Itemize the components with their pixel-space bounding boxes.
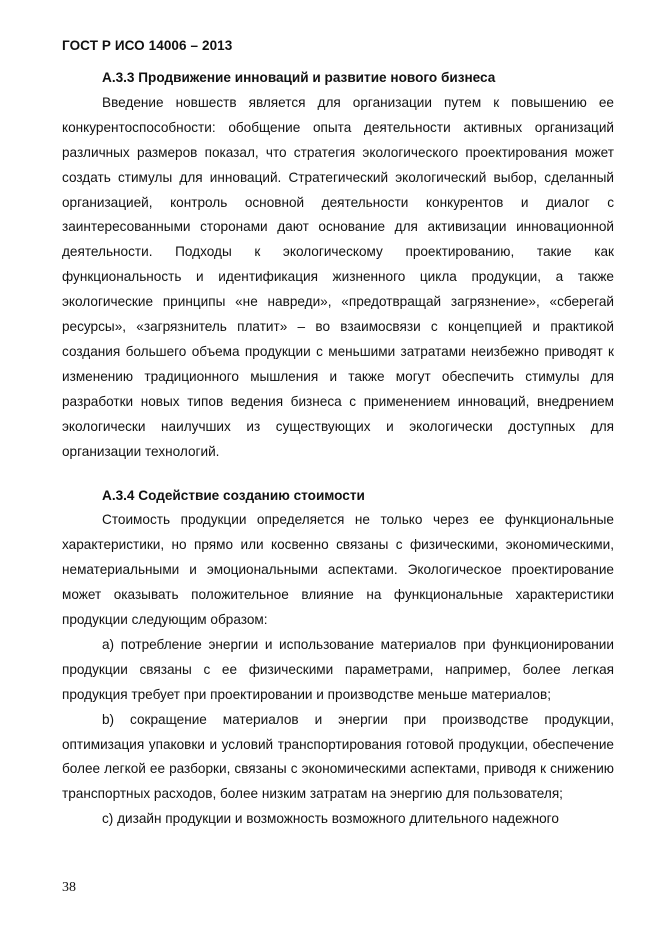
section-heading: А.3.4 Содействие созданию стоимости — [102, 487, 365, 503]
section-heading: А.3.3 Продвижение инноваций и развитие нового бизнеса — [102, 70, 496, 85]
page-number: 38 — [62, 880, 76, 895]
list-item: а) потребление энергии и использование материалов при функционировании продукции связаны с ее физическими параметрами, например, более легкая продукция требует при проектировании и производстве меньше материалов; — [62, 636, 614, 702]
list-item: с) дизайн продукции и возможность возможного длительного надежного — [102, 811, 559, 827]
document-body — [62, 66, 614, 832]
paragraph: Введение новшеств является для организации путем к повышению ее конкурентоспособности: обобщение опыта деятельности активных организаций различных размеров показал, что стратегия экологического проектирования может создать стимулы для инноваций. Стратегический экологический выбор, сделанный организацией, контроль основной деятельности конкурентов и диалог с заинтересованными сторонами дают основание для активизации инновационной деятельности. Подходы к экологическому проектированию, такие как функциональность и идентификация жизненного цикла продукции, а также экологические принципы «не навреди», «предотвращай загрязнение», «сберегай ресурсы», «загрязнитель платит» – во взаимосвязи с концепцией и практикой создания большего объема продукции с меньшими затратами неизбежно приводят к изменению традиционного мышления и также могут обеспечить стимулы для разработки новых типов ведения бизнеса с применением инноваций, внедрением экологически наилучших из существующих и экологически доступных для организации технологий. — [62, 94, 614, 459]
list-item: b) сокращение материалов и энергии при производстве продукции, оптимизация упаковки и условий транспортирования готовой продукции, обеспечение более легкой ее разборки, связаны с экономическими аспектами, приводя к снижению транспортных расходов, более низким затратам на энергию для пользователя; — [62, 711, 614, 802]
paragraph: Стоимость продукции определяется не только через ее функциональные характеристики, но прямо или косвенно связаны с физическими, экономическими, нематериальными и эмоциональными аспектами. Экологическое проектирование может оказывать положительное влияние на функциональные характеристики продукции следующим образом: — [62, 512, 614, 628]
document-header: ГОСТ Р ИСО 14006 – 2013 — [62, 38, 233, 53]
